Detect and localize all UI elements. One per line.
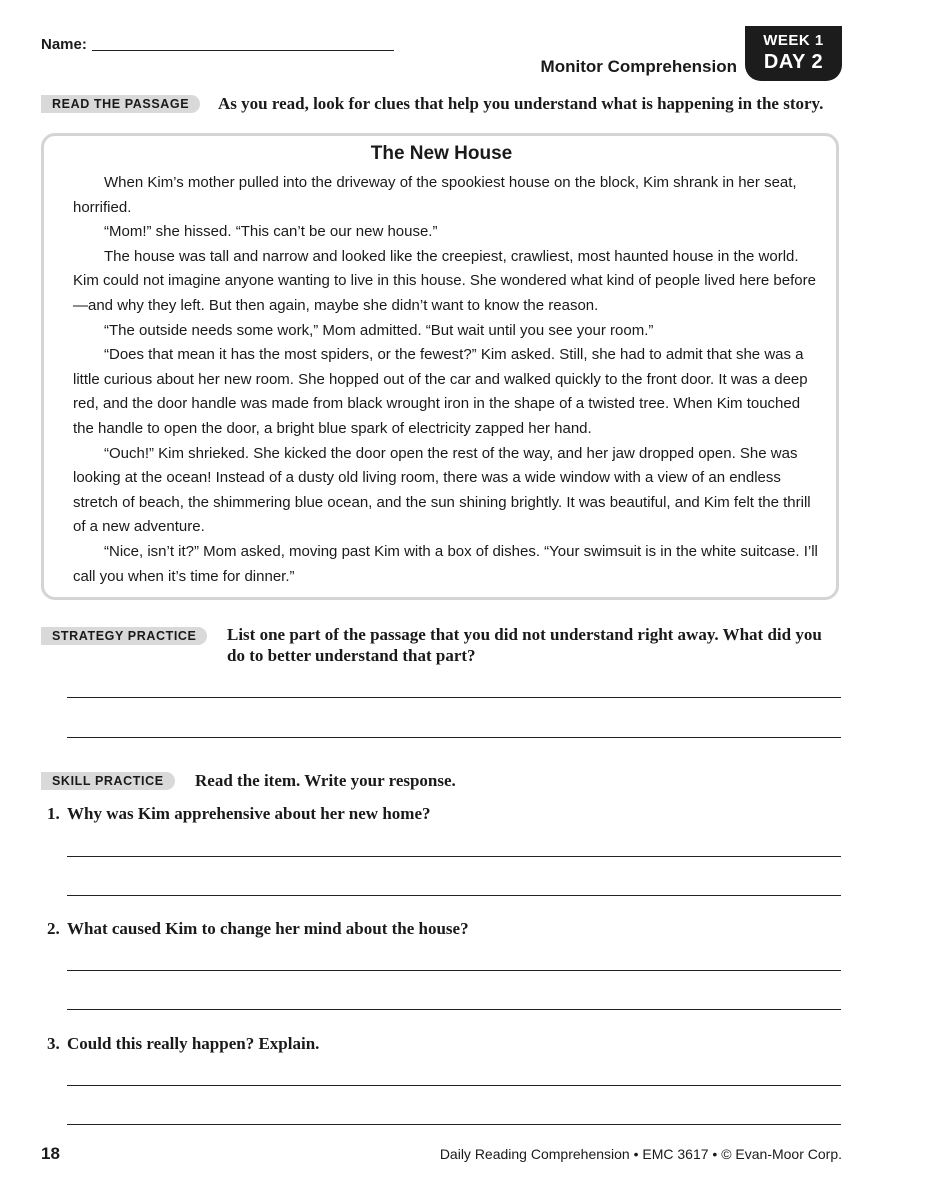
read-passage-tag: READ THE PASSAGE bbox=[41, 95, 200, 113]
strategy-practice-tag: STRATEGY PRACTICE bbox=[41, 627, 207, 645]
name-label: Name: bbox=[41, 36, 87, 53]
name-write-line[interactable] bbox=[92, 50, 394, 51]
question-text: Why was Kim apprehensive about her new home? bbox=[67, 804, 431, 823]
passage-paragraph: The house was tall and narrow and looked like the creepiest, crawliest, most haunted house in the world. Kim could not imagine anyone wanting to live in this house. She wondered what kind of people lived here before—and why they left. But then again, maybe she didn’t want to know the reason. bbox=[73, 247, 816, 314]
passage-paragraph: “Mom!” she hissed. “This can’t be our new house.” bbox=[104, 223, 438, 241]
strategy-answer-line[interactable] bbox=[67, 697, 841, 698]
question-1 bbox=[47, 804, 430, 824]
question-text: What caused Kim to change her mind about the house? bbox=[67, 919, 469, 938]
question-3 bbox=[47, 1034, 319, 1054]
passage-paragraph: “Ouch!” Kim shrieked. She kicked the door open the rest of the way, and her jaw dropped open. She was looking at the ocean! Instead of a dusty old living room, there was a wide window with a view of an endless stretch of beach, the shimmering blue ocean, and the sun shining brightly. It was beautiful, and Kim felt the thrill of a new adventure. bbox=[73, 444, 811, 536]
week-label: WEEK 1 bbox=[763, 32, 824, 49]
passage-body bbox=[73, 171, 818, 589]
answer-line[interactable] bbox=[67, 970, 841, 971]
week-day-badge bbox=[745, 26, 842, 81]
skill-title: Monitor Comprehension bbox=[540, 57, 737, 76]
strategy-answer-line[interactable] bbox=[67, 737, 841, 738]
question-number: 3. bbox=[47, 1034, 60, 1053]
page-number: 18 bbox=[41, 1144, 60, 1163]
passage-paragraph: When Kim’s mother pulled into the driveway of the spookiest house on the block, Kim shrank in her seat, horrified. bbox=[73, 174, 797, 216]
question-text: Could this really happen? Explain. bbox=[67, 1034, 320, 1053]
passage-paragraph: “The outside needs some work,” Mom admitted. “But wait until you see your room.” bbox=[104, 321, 654, 339]
day-label: DAY 2 bbox=[763, 51, 824, 73]
strategy-instruction-line1: List one part of the passage that you did not understand right away. What did you bbox=[227, 625, 822, 644]
question-number: 1. bbox=[47, 804, 60, 823]
strategy-instruction-line2: do to better understand that part? bbox=[227, 646, 476, 665]
read-passage-instruction: As you read, look for clues that help you understand what is happening in the story. bbox=[218, 94, 824, 113]
answer-line[interactable] bbox=[67, 895, 841, 896]
footer-credit: Daily Reading Comprehension • EMC 3617 • © Evan-Moor Corp. bbox=[439, 1146, 842, 1162]
answer-line[interactable] bbox=[67, 1009, 841, 1010]
question-number: 2. bbox=[47, 919, 60, 938]
answer-line[interactable] bbox=[67, 1085, 841, 1086]
passage-paragraph: “Does that mean it has the most spiders, or the fewest?” Kim asked. Still, she had to admit that she was a little curious about her new room. She hopped out of the car and walked quickly to the front door. It was a deep red, and the door handle was made from black wrought iron in the shape of a twisted tree. When Kim touched the handle to open the door, a bright blue spark of electricity zapped her hand. bbox=[73, 346, 808, 437]
skill-practice-tag: SKILL PRACTICE bbox=[41, 772, 175, 790]
answer-line[interactable] bbox=[67, 856, 841, 857]
passage-title: The New House bbox=[370, 143, 513, 164]
question-2 bbox=[47, 919, 469, 939]
passage-paragraph: “Nice, isn’t it?” Mom asked, moving past Kim with a box of dishes. “Your swimsuit is in the white suitcase. I’ll call you when it’s time for dinner.” bbox=[73, 542, 818, 585]
skill-instruction: Read the item. Write your response. bbox=[195, 771, 456, 790]
answer-line[interactable] bbox=[67, 1124, 841, 1125]
